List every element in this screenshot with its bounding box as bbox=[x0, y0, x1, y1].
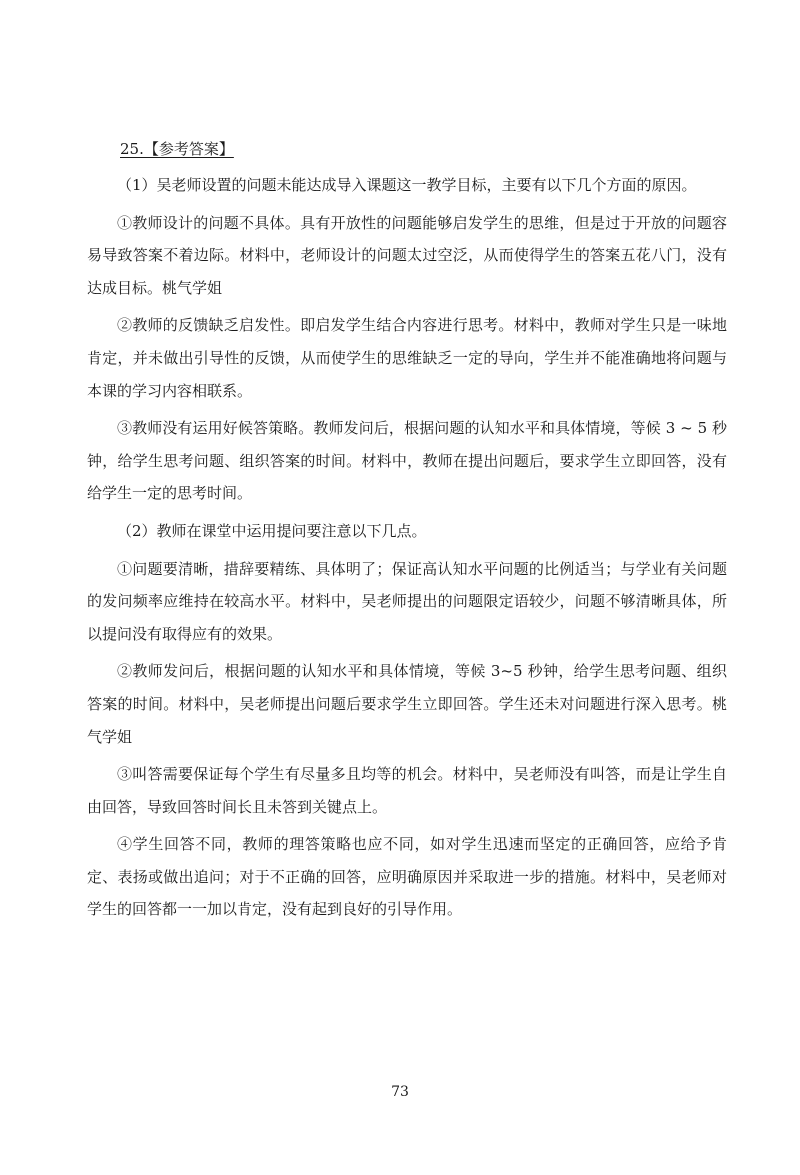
paragraph-part-2-intro: （2）教师在课堂中运用提问要注意以下几点。 bbox=[117, 521, 427, 540]
answer-heading: 25.【参考答案】 bbox=[120, 140, 234, 158]
paragraph-part-1-point-1: ①教师设计的问题不具体。具有开放性的问题能够启发学生的思维，但是过于开放的问题容易导致答案不着边际。材料中，老师设计的问题太过空泛，从而使得学生的答案五花八门，没有达成目标。桃气学姐 bbox=[87, 213, 727, 297]
paragraph-part-1-intro: （1）吴老师设置的问题未能达成导入课题这一教学目标，主要有以下几个方面的原因。 bbox=[117, 176, 697, 194]
paragraph-part-1-point-2: ②教师的反馈缺乏启发性。即启发学生结合内容进行思考。材料中，教师对学生只是一味地肯定，并未做出引导性的反馈，从而使学生的思维缺乏一定的导向，学生并不能准确地将问题与本课的学习内容相联系。 bbox=[87, 316, 727, 400]
paragraph-part-2-point-1: ①问题要清晰，措辞要精练、具体明了；保证高认知水平问题的比例适当；与学业有关问题的发问频率应维持在较高水平。材料中，吴老师提出的问题限定语较少，问题不够清晰具体，所以提问没有取得应有的效果。 bbox=[87, 559, 727, 643]
paragraph-part-2-point-2: ②教师发问后，根据问题的认知水平和具体情境，等候 3~5 秒钟，给学生思考问题、组织答案的时间。材料中，吴老师提出问题后要求学生立即回答。学生还未对问题进行深入思考。桃气学姐 bbox=[87, 662, 727, 746]
answer-section bbox=[87, 134, 727, 926]
page-number: 73 bbox=[391, 1084, 409, 1100]
paragraph-part-1-point-3: ③教师没有运用好候答策略。教师发问后，根据问题的认知水平和具体情境，等候 3 ~ 5 秒钟，给学生思考问题、组织答案的时间。材料中，教师在提出问题后，要求学生立即回答，没有给学生一定的思考时间。 bbox=[87, 419, 727, 503]
paragraph-part-2-point-4: ④学生回答不同，教师的理答策略也应不同，如对学生迅速而坚定的正确回答，应给予肯定、表扬或做出追问；对于不正确的回答，应明确原因并采取进一步的措施。材料中，吴老师对学生的回答都一一加以肯定，没有起到良好的引导作用。 bbox=[87, 835, 727, 919]
paragraph-part-2-point-3: ③叫答需要保证每个学生有尽量多且均等的机会。材料中，吴老师没有叫答，而是让学生自由回答，导致回答时间长且未答到关键点上。 bbox=[87, 765, 727, 816]
